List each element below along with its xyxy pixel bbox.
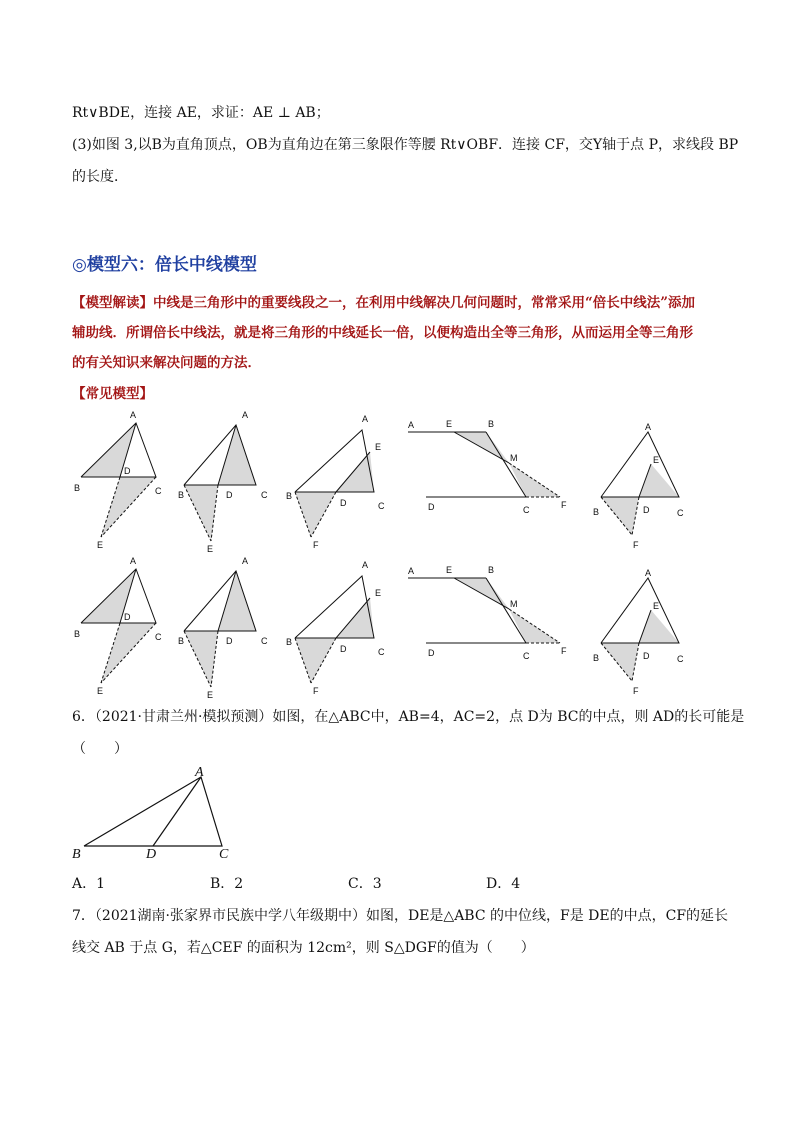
svg-text:C: C	[378, 647, 385, 657]
svg-text:B: B	[593, 507, 600, 517]
svg-text:F: F	[313, 686, 319, 696]
svg-text:A: A	[362, 414, 369, 424]
svg-text:F: F	[313, 540, 319, 550]
q6-line-2: （ ）	[72, 741, 128, 757]
q7-line-1: 7．（2021湖南·张家界市民族中学八年级期中）如图，DE是△ABC 的中位线，F是 DE的中点，CF的延长	[72, 908, 729, 924]
svg-text:A: A	[130, 410, 137, 420]
svg-text:D: D	[643, 651, 650, 661]
svg-text:D: D	[340, 644, 347, 654]
q6-line-1: 6．（2021·甘肃兰州·模拟预测）如图，在△ABC中，AB=4，AC=2，点 D为 BC的中点，则 AD的长可能是	[72, 709, 745, 725]
svg-text:B: B	[488, 419, 495, 429]
svg-text:A: A	[645, 422, 652, 432]
common-models-label: 【常见模型】	[72, 386, 153, 402]
svg-text:B: B	[178, 490, 185, 500]
svg-text:F: F	[633, 540, 639, 550]
svg-text:M: M	[510, 599, 518, 609]
section-title: ◎模型六：倍长中线模型	[72, 255, 257, 275]
svg-text:D: D	[643, 505, 650, 515]
svg-text:A: A	[130, 556, 137, 566]
svg-text:D: D	[226, 636, 233, 646]
svg-text:A: A	[362, 560, 369, 570]
q6-triangle-figure	[72, 765, 229, 862]
q6-option-a[interactable]: A．1	[72, 876, 106, 892]
svg-text:B: B	[488, 565, 495, 575]
model-intro-line-2: 辅助线．所谓倍长中线法，就是将三角形的中线延长一倍，以便构造出全等三角形，从而运用全等三角形	[72, 325, 693, 341]
svg-text:B: B	[74, 483, 81, 493]
intro-line-3: 的长度．	[72, 169, 128, 185]
q6-option-b[interactable]: B．2	[210, 876, 244, 892]
svg-text:C: C	[523, 505, 530, 515]
svg-text:E: E	[375, 442, 382, 452]
svg-text:A: A	[645, 568, 652, 578]
svg-text:A: A	[242, 556, 249, 566]
svg-text:E: E	[446, 419, 453, 429]
svg-text:C: C	[219, 847, 229, 862]
svg-text:D: D	[124, 466, 131, 476]
svg-text:A: A	[195, 765, 204, 780]
svg-text:E: E	[653, 455, 660, 465]
svg-text:B: B	[286, 637, 293, 647]
svg-text:A: A	[242, 410, 249, 420]
svg-text:D: D	[226, 490, 233, 500]
svg-text:E: E	[653, 601, 660, 611]
svg-text:E: E	[207, 690, 214, 700]
svg-text:F: F	[561, 500, 567, 510]
svg-text:D: D	[428, 502, 435, 512]
intro-line-2: (3)如图 3,以B为直角顶点，OB为直角边在第三象限作等腰 Rt∨OBF．连接 CF，交Y轴于点 P，求线段 BP	[72, 137, 739, 153]
svg-text:B: B	[72, 847, 81, 862]
svg-text:B: B	[178, 636, 185, 646]
svg-text:M: M	[510, 453, 518, 463]
svg-text:C: C	[261, 636, 268, 646]
svg-text:B: B	[286, 491, 293, 501]
svg-text:A: A	[408, 566, 415, 576]
svg-text:D: D	[146, 847, 157, 862]
svg-text:D: D	[340, 498, 347, 508]
svg-text:E: E	[375, 588, 382, 598]
model-intro-line-3: 的有关知识来解决问题的方法．	[72, 355, 261, 371]
model-intro-line-1: 【模型解读】中线是三角形中的重要线段之一，在利用中线解决几何问题时，常常采用“倍长中线法”添加	[72, 295, 696, 311]
model-figure-row-2	[81, 569, 679, 687]
intro-line-1: Rt∨BDE，连接 AE，求证：AE ⊥ AB；	[72, 105, 330, 121]
svg-text:D: D	[428, 648, 435, 658]
svg-text:C: C	[261, 490, 268, 500]
q6-option-d[interactable]: D．4	[486, 876, 521, 892]
svg-text:D: D	[124, 612, 131, 622]
svg-text:B: B	[74, 629, 81, 639]
svg-text:F: F	[561, 646, 567, 656]
svg-text:C: C	[155, 632, 162, 642]
row-2-labels	[74, 556, 684, 700]
svg-text:A: A	[408, 420, 415, 430]
svg-text:B: B	[593, 653, 600, 663]
svg-text:E: E	[446, 565, 453, 575]
svg-text:E: E	[97, 686, 104, 696]
q6-option-c[interactable]: C．3	[348, 876, 382, 892]
q7-line-2: 线交 AB 于点 G，若△CEF 的面积为 12cm²，则 S△DGF的值为（ ）	[72, 940, 535, 956]
svg-text:C: C	[155, 486, 162, 496]
svg-text:C: C	[677, 654, 684, 664]
svg-text:C: C	[523, 651, 530, 661]
svg-text:C: C	[677, 508, 684, 518]
svg-text:E: E	[207, 544, 214, 554]
row-1-labels	[74, 410, 684, 554]
svg-text:F: F	[633, 686, 639, 696]
svg-text:E: E	[97, 540, 104, 550]
svg-text:C: C	[378, 501, 385, 511]
model-figure-row-1	[81, 423, 679, 541]
